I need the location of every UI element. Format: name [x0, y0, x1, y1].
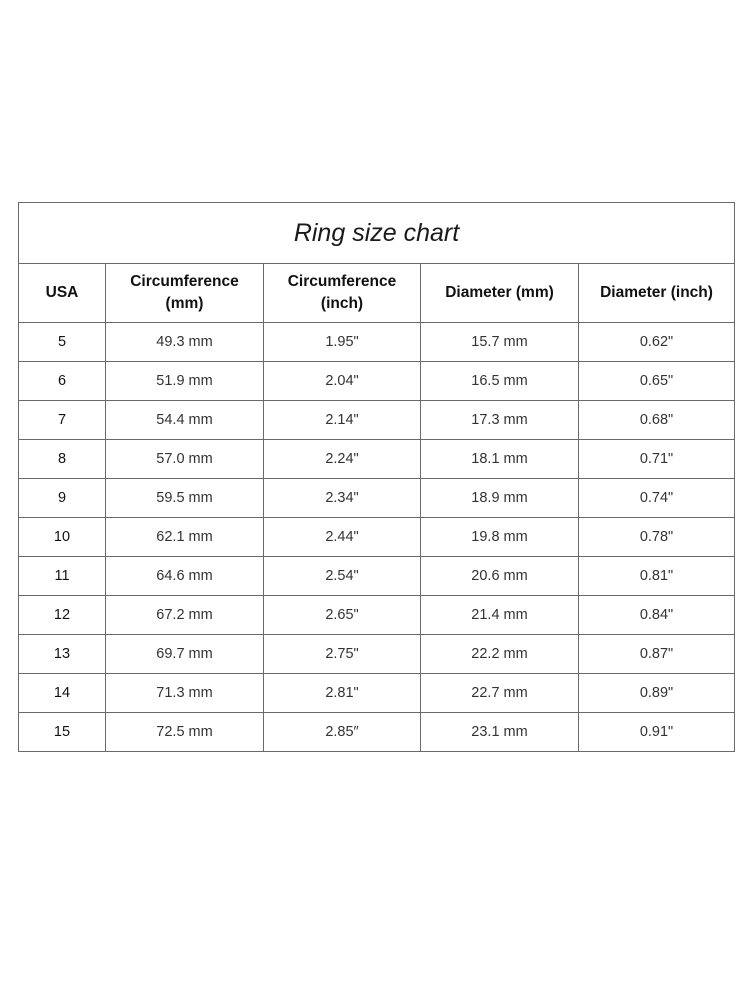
cell-usa-size: 6	[19, 362, 106, 401]
cell-usa-size: 15	[19, 713, 106, 752]
table-row	[19, 713, 735, 752]
table-row	[19, 362, 735, 401]
cell-circumference-inch: 2.81"	[264, 674, 421, 713]
cell-circumference-mm: 72.5 mm	[106, 713, 264, 752]
chart-title: Ring size chart	[293, 218, 460, 247]
table-row	[19, 635, 735, 674]
cell-diameter-inch: 0.89"	[579, 674, 735, 713]
cell-usa-size: 11	[19, 557, 106, 596]
cell-usa-size: 10	[19, 518, 106, 557]
cell-diameter-mm: 23.1 mm	[421, 713, 579, 752]
cell-diameter-inch: 0.84"	[579, 596, 735, 635]
column-header-circumference-inch: Circumference (inch)	[264, 264, 421, 323]
table-row	[19, 674, 735, 713]
table-row	[19, 596, 735, 635]
cell-diameter-mm: 17.3 mm	[421, 401, 579, 440]
cell-diameter-inch: 0.68"	[579, 401, 735, 440]
table-row	[19, 479, 735, 518]
cell-diameter-mm: 15.7 mm	[421, 323, 579, 362]
chart-title-cell	[19, 203, 735, 264]
table-row	[19, 323, 735, 362]
cell-circumference-inch: 2.04"	[264, 362, 421, 401]
cell-circumference-inch: 2.44"	[264, 518, 421, 557]
cell-diameter-mm: 16.5 mm	[421, 362, 579, 401]
cell-circumference-mm: 59.5 mm	[106, 479, 264, 518]
cell-circumference-inch: 2.54"	[264, 557, 421, 596]
cell-diameter-inch: 0.62"	[579, 323, 735, 362]
cell-circumference-mm: 62.1 mm	[106, 518, 264, 557]
table-row	[19, 401, 735, 440]
cell-diameter-inch: 0.91"	[579, 713, 735, 752]
cell-diameter-mm: 22.2 mm	[421, 635, 579, 674]
table-body	[19, 323, 735, 752]
cell-diameter-inch: 0.78"	[579, 518, 735, 557]
cell-circumference-mm: 64.6 mm	[106, 557, 264, 596]
cell-usa-size: 9	[19, 479, 106, 518]
cell-circumference-mm: 57.0 mm	[106, 440, 264, 479]
cell-usa-size: 5	[19, 323, 106, 362]
cell-circumference-mm: 69.7 mm	[106, 635, 264, 674]
cell-circumference-inch: 2.34"	[264, 479, 421, 518]
column-header-diameter-inch: Diameter (inch)	[579, 264, 735, 323]
cell-diameter-inch: 0.87"	[579, 635, 735, 674]
column-header-diameter-mm: Diameter (mm)	[421, 264, 579, 323]
cell-diameter-mm: 21.4 mm	[421, 596, 579, 635]
cell-circumference-mm: 54.4 mm	[106, 401, 264, 440]
cell-usa-size: 13	[19, 635, 106, 674]
cell-usa-size: 8	[19, 440, 106, 479]
cell-diameter-inch: 0.81"	[579, 557, 735, 596]
column-header-usa: USA	[19, 264, 106, 323]
table-row	[19, 557, 735, 596]
cell-circumference-mm: 49.3 mm	[106, 323, 264, 362]
cell-circumference-inch: 2.85″	[264, 713, 421, 752]
cell-usa-size: 7	[19, 401, 106, 440]
cell-circumference-inch: 2.65"	[264, 596, 421, 635]
cell-diameter-inch: 0.71"	[579, 440, 735, 479]
cell-diameter-inch: 0.74"	[579, 479, 735, 518]
cell-diameter-inch: 0.65"	[579, 362, 735, 401]
cell-diameter-mm: 22.7 mm	[421, 674, 579, 713]
cell-diameter-mm: 19.8 mm	[421, 518, 579, 557]
table-row	[19, 518, 735, 557]
cell-usa-size: 14	[19, 674, 106, 713]
cell-diameter-mm: 20.6 mm	[421, 557, 579, 596]
cell-circumference-inch: 1.95"	[264, 323, 421, 362]
cell-circumference-mm: 67.2 mm	[106, 596, 264, 635]
cell-diameter-mm: 18.1 mm	[421, 440, 579, 479]
header-row	[19, 264, 735, 323]
cell-circumference-mm: 51.9 mm	[106, 362, 264, 401]
cell-circumference-inch: 2.24"	[264, 440, 421, 479]
cell-circumference-inch: 2.75"	[264, 635, 421, 674]
cell-diameter-mm: 18.9 mm	[421, 479, 579, 518]
ring-size-table	[18, 202, 735, 752]
cell-circumference-mm: 71.3 mm	[106, 674, 264, 713]
cell-circumference-inch: 2.14"	[264, 401, 421, 440]
cell-usa-size: 12	[19, 596, 106, 635]
column-header-circumference-mm: Circumference (mm)	[106, 264, 264, 323]
table-row	[19, 440, 735, 479]
